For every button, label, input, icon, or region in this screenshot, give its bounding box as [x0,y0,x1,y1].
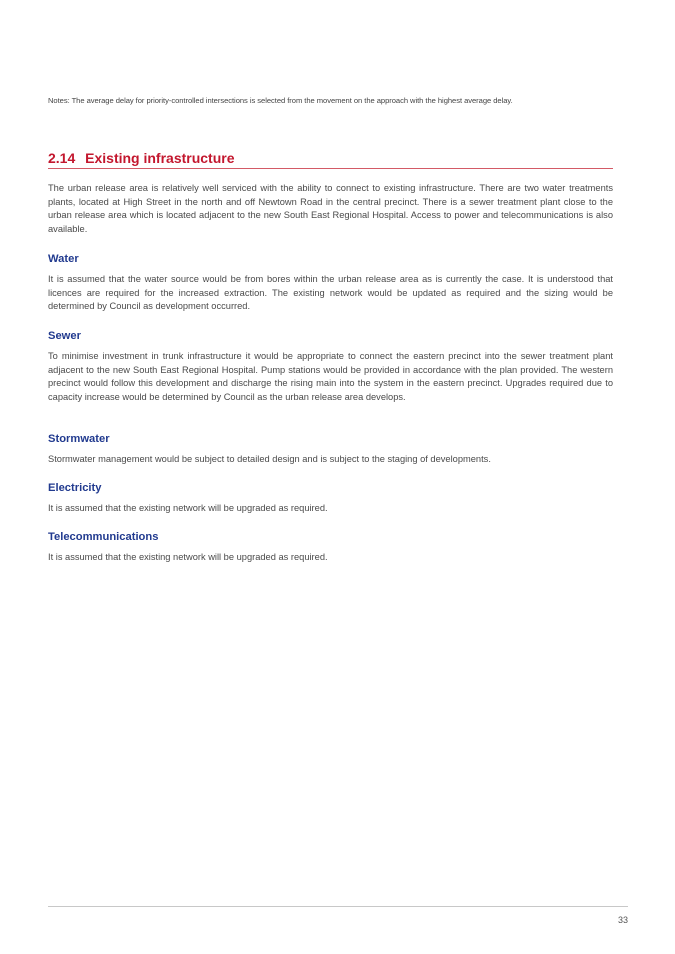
sewer-paragraph: To minimise investment in trunk infrastructure it would be appropriate to connect the eastern precinct into the sewer treatment plant adjacent to the new South East Regional Hospital. Pump stations would be provided in accordance with the plan provided. The western precinct would follow this development and discharge the rising main into the system in the eastern precinct. Upgrades required due to capacity increase would be determined by Council as the urban release area develops. [48,351,613,402]
section-title: Existing infrastructure [85,150,235,166]
subheading-electricity: Electricity [48,482,102,494]
section-heading [48,150,613,169]
intro-paragraph: The urban release area is relatively well serviced with the ability to connect to existing infrastructure. There are two water treatments plants, located at High Street in the north and off Newtown Road in the central precinct. There is a sewer treatment plant close to the urban release area which is located adjacent to the new South East Regional Hospital. Access to power and telecommunications is also available. [48,183,613,234]
section-number: 2.14 [48,150,76,166]
stormwater-paragraph: Stormwater management would be subject to detailed design and is subject to the staging of developments. [48,454,491,464]
footer-divider [48,906,628,907]
page-number: 33 [617,915,628,925]
telecommunications-paragraph: It is assumed that the existing network will be upgraded as required. [48,552,328,562]
subheading-water: Water [48,253,79,265]
subheading-stormwater: Stormwater [48,433,110,445]
table-notes: Notes: The average delay for priority-controlled intersections is selected from the movement on the approach with the highest average delay. [48,96,513,105]
water-paragraph: It is assumed that the water source would be from bores within the urban release area as is currently the case. It is understood that licences are required for the increased extraction. The existing network would be updated as required and the sizing would be determined by Council as development occurred. [48,274,613,311]
subheading-telecommunications: Telecommunications [48,531,159,543]
electricity-paragraph: It is assumed that the existing network will be upgraded as required. [48,503,328,513]
subheading-sewer: Sewer [48,330,81,342]
